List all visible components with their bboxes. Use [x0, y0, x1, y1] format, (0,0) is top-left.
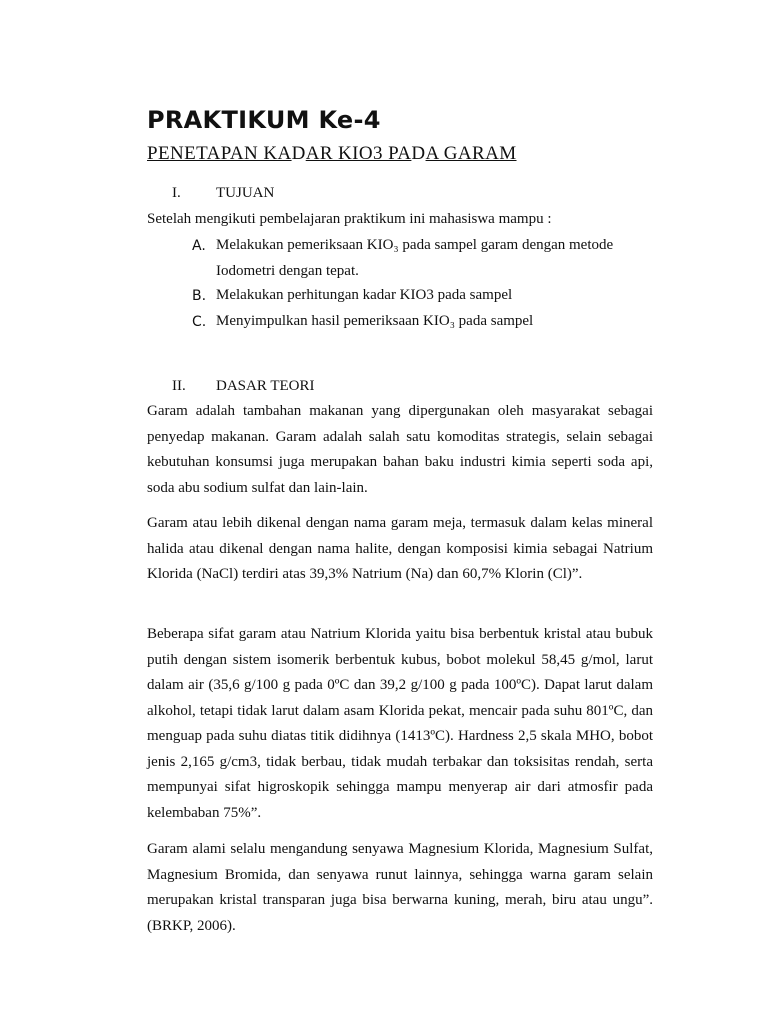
objective-line: Iodometri dengan tepat.: [216, 263, 359, 279]
section-heading: TUJUAN: [216, 185, 275, 201]
page-subtitle: [147, 141, 517, 167]
section-intro: Setelah mengikuti pembelajaran praktikum ini mahasiswa mampu :: [147, 211, 552, 227]
subtitle-part: D: [411, 143, 426, 164]
objective-line: Melakukan pemeriksaan KIO₃ pada sampel garam dengan metode: [216, 237, 614, 253]
theory-paragraph: Garam alami selalu mengandung senyawa Magnesium Klorida, Magnesium Sulfat, Magnesium Bromida, dan senyawa runut lainnya, sehingga warna garam selain merupakan kristal transparan juga bisa berwarna kuning, merah, biru atau ungu”. (BRKP, 2006).: [147, 841, 653, 934]
objective-line: Melakukan perhitungan kadar KIO3 pada sampel: [216, 287, 513, 303]
objective-letter: C.: [192, 314, 207, 330]
objective-line: Menyimpulkan hasil pemeriksaan KIO₃ pada sampel: [216, 313, 534, 329]
section-number: I.: [172, 185, 181, 201]
objective-letter: A.: [192, 238, 206, 254]
page-title: PRAKTIKUM Ke-4: [147, 106, 381, 134]
theory-paragraph: Garam adalah tambahan makanan yang dipergunakan oleh masyarakat sebagai penyedap makanan. Garam adalah salah satu komoditas strategis, selain sebagai kebutuhan konsumsi juga merupakan bahan baku industri kimia seperti soda api, soda abu sodium sulfat dan lain-lain.: [147, 403, 653, 496]
theory-paragraph: Beberapa sifat garam atau Natrium Klorida yaitu bisa berbentuk kristal atau bubuk putih dengan sistem isomerik berbentuk kubus, bobot molekul 58,45 g/mol, larut dalam air (35,6 g/100 g pada 0ºC dan 39,2 g/100 g pada 100ºC). Dapat larut dalam alkohol, tetapi tidak larut dalam asam Klorida pekat, mencair pada suhu 801ºC, dan menguap pada suhu diatas titik didihnya (1413ºC). Hardness 2,5 skala MHO, bobot jenis 2,165 g/cm3, tidak berbau, tidak mudah terbakar dan toksisitas rendah, serta mempunyai sifat higroskopik sehingga mampu menyerap air dari atmosfir pada kelembaban 75%”.: [147, 626, 653, 821]
section-number: II.: [172, 378, 186, 394]
objective-letter: B.: [192, 288, 207, 304]
subtitle-part: PENETAPAN KA: [147, 143, 292, 164]
subtitle-part: A GARAM: [425, 143, 517, 164]
subtitle-part: AR KIO3 PA: [305, 143, 412, 164]
theory-paragraph: Garam atau lebih dikenal dengan nama garam meja, termasuk dalam kelas mineral halida atau dikenal dengan nama halite, dengan komposisi kimia sebagai Natrium Klorida (NaCl) terdiri atas 39,3% Natrium (Na) dan 60,7% Klorin (Cl)”.: [147, 515, 653, 582]
section-heading: DASAR TEORI: [216, 378, 315, 394]
subtitle-part: D: [291, 143, 306, 164]
